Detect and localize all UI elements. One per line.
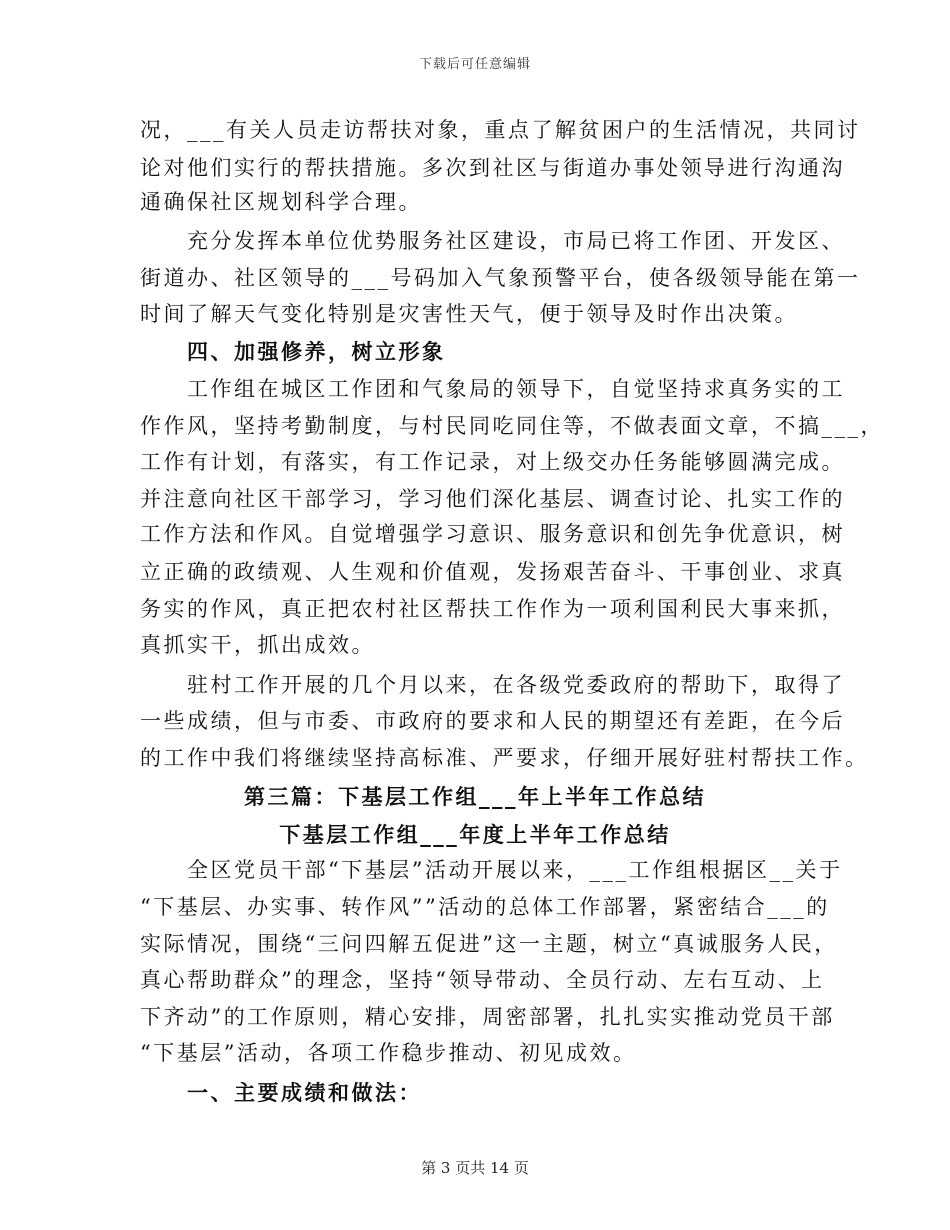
paragraph-line: 并注意向社区干部学习，学习他们深化基层、调查讨论、扎实工作的 bbox=[140, 487, 845, 511]
paragraph-line: 论对他们实行的帮扶措施。多次到社区与街道办事处领导进行沟通沟 bbox=[140, 156, 845, 180]
paragraph-line: 通确保社区规划科学合理。 bbox=[140, 190, 422, 214]
paragraph-line: 街道办、社区领导的___号码加入气象预警平台，使各级领导能在第一 bbox=[140, 266, 861, 290]
paragraph-line: 真心帮助群众”的理念，坚持“领导带动、全员行动、左右互动、上 bbox=[140, 968, 825, 992]
paragraph-line: 务实的作风，真正把农村社区帮扶工作作为一项利国利民大事来抓， bbox=[140, 597, 845, 621]
paragraph-line: 一些成绩，但与市委、市政府的要求和人民的期望还有差距，在今后 bbox=[140, 709, 845, 733]
paragraph-line: 下齐动”的工作原则，精心安排，周密部署，扎扎实实推动党员干部 bbox=[140, 1005, 835, 1029]
paragraph-line: 况，___有关人员走访帮扶对象，重点了解贫困户的生活情况，共同讨 bbox=[140, 118, 861, 142]
paragraph-line: 真抓实干，抓出成效。 bbox=[140, 633, 375, 657]
paragraph-line: 立正确的政绩观、人生观和价值观，发扬艰苦奋斗、干事创业、求真 bbox=[140, 560, 845, 584]
section-heading: 一、主要成绩和做法： bbox=[187, 1080, 422, 1105]
paragraph-line: 实际情况，围绕“三问四解五促进”这一主题，树立“真诚服务人民， bbox=[140, 932, 838, 956]
paragraph-line: “下基层”活动，各项工作稳步推动、初见成效。 bbox=[140, 1041, 637, 1065]
page-header: 下载后可任意编辑 bbox=[418, 57, 531, 72]
section-heading: 四、加强修养，树立形象 bbox=[187, 339, 446, 364]
paragraph-line: 工作方法和作风。自觉增强学习意识、服务意识和创先争优意识，树 bbox=[140, 522, 845, 546]
paragraph-line: 作作风，坚持考勤制度，与村民同吃同住等，不做表面文章，不搞___， bbox=[140, 414, 884, 438]
page-footer: 第 3 页共 14 页 bbox=[421, 1159, 529, 1177]
section-heading: 第三篇：下基层工作组___年上半年工作总结 bbox=[244, 784, 706, 809]
paragraph-line: 驻村工作开展的几个月以来，在各级党委政府的帮助下，取得了 bbox=[187, 673, 845, 697]
section-heading: 下基层工作组___年度上半年工作总结 bbox=[279, 822, 671, 847]
paragraph-line: 工作有计划，有落实，有工作记录，对上级交办任务能够圆满完成。 bbox=[140, 450, 845, 474]
paragraph-line: “下基层、办实事、转作风””活动的总体工作部署，紧密结合___的 bbox=[140, 895, 830, 919]
paragraph-line: 全区党员干部“下基层”活动开展以来，___工作组根据区__关于 bbox=[187, 858, 843, 882]
paragraph-line: 工作组在城区工作团和气象局的领导下，自觉坚持求真务实的工 bbox=[187, 377, 845, 401]
paragraph-line: 的工作中我们将继续坚持高标准、严要求，仔细开展好驻村帮扶工作。 bbox=[140, 746, 869, 770]
paragraph-line: 时间了解天气变化特别是灾害性天气，便于领导及时作出决策。 bbox=[140, 302, 798, 326]
paragraph-line: 充分发挥本单位优势服务社区建设，市局已将工作团、开发区、 bbox=[187, 229, 845, 253]
